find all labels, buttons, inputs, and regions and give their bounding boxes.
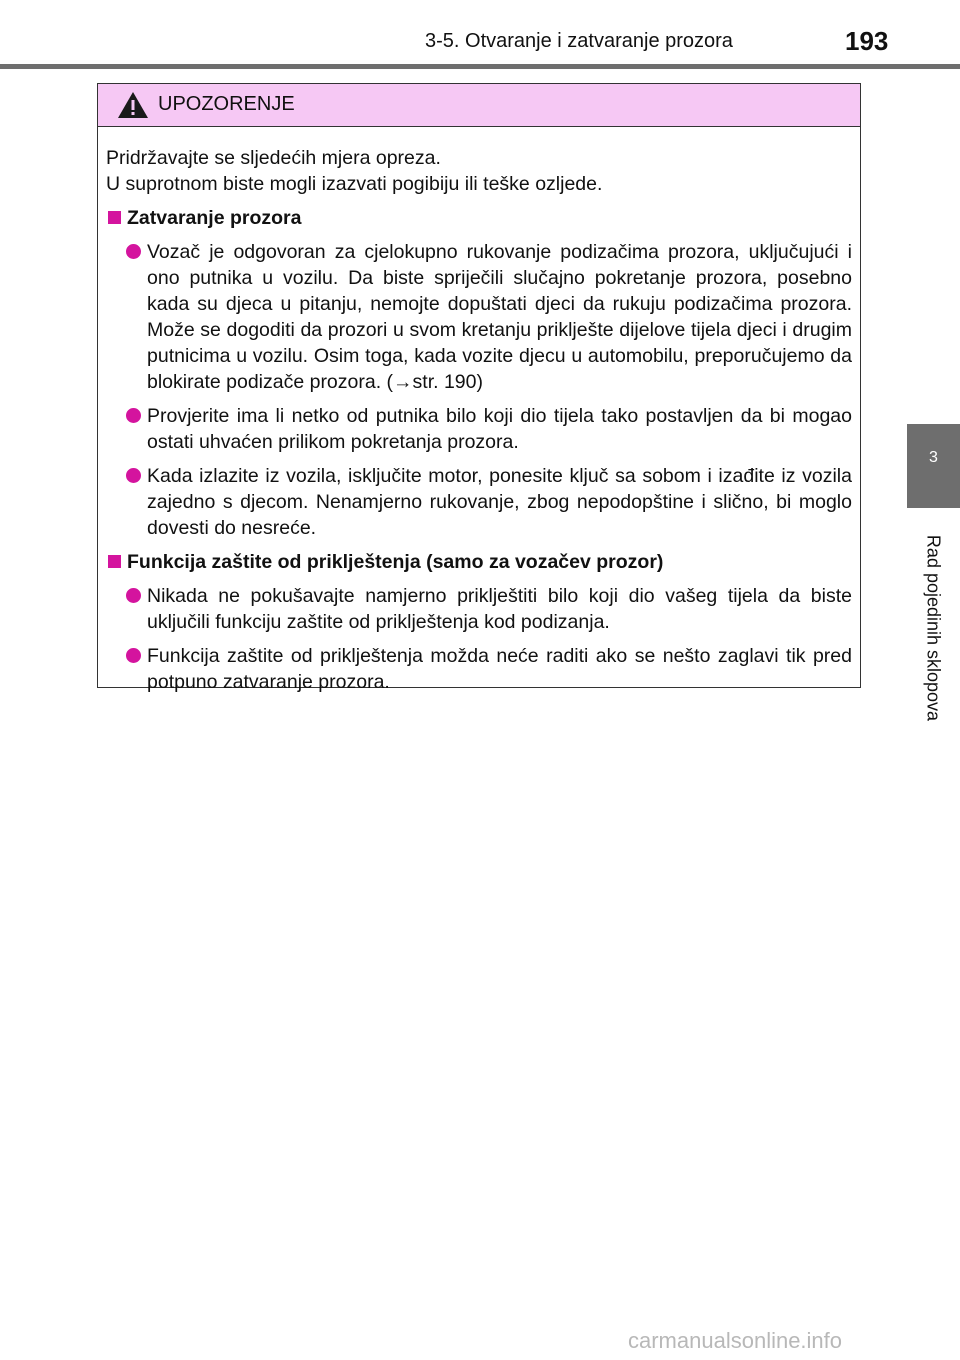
bullet-text: Provjerite ima li netko od putnika bilo koji dio tijela tako postavljen da bi mogao ostati uhvaćen prilikom pokretanja prozora. [147, 405, 852, 453]
intro-line: U suprotnom biste mogli izazvati pogibiju ili teške ozljede. [106, 173, 603, 195]
section-title: 3-5. Otvaranje i zatvaranje prozora [425, 30, 733, 52]
round-bullet-icon [126, 408, 141, 423]
section-heading-text: Zatvaranje prozora [127, 207, 302, 229]
page-number: 193 [845, 26, 889, 56]
chapter-title: Rad pojedinih sklopova [923, 534, 944, 722]
section-heading [106, 205, 852, 231]
bullet-item [106, 239, 852, 395]
intro-line: Pridržavajte se sljedećih mjera opreza. [106, 147, 441, 169]
bullet-text: Funkcija zaštite od priklještenja možda neće raditi ako se nešto zaglavi tik pred potpuno zatvaranje prozora. [147, 645, 852, 693]
warning-box [97, 83, 861, 693]
chapter-title-strip [907, 508, 960, 754]
round-bullet-icon [126, 588, 141, 603]
bullet-text: Kada izlazite iz vozila, isključite motor, ponesite ključ sa sobom i izađite iz vozila zajedno s djecom. Nenamjerno rukovanje, zbog nepodopštine i slično, bi moglo dovesti do nesreće. [147, 465, 852, 539]
round-bullet-icon [126, 244, 141, 259]
warning-intro [106, 145, 852, 197]
warning-body [98, 127, 860, 695]
chapter-number: 3 [929, 449, 938, 466]
bullet-item [106, 403, 852, 455]
bullet-item [106, 643, 852, 695]
bullet-item [106, 463, 852, 541]
square-bullet-icon [108, 211, 121, 224]
warning-header [98, 84, 860, 127]
warning-triangle-icon [116, 90, 150, 125]
round-bullet-icon [126, 648, 141, 663]
watermark: carmanualsonline.info [628, 1328, 843, 1353]
warning-section [106, 549, 852, 695]
bullet-item [106, 583, 852, 635]
chapter-tab [907, 424, 960, 508]
square-bullet-icon [108, 555, 121, 568]
warning-title: UPOZORENJE [158, 93, 295, 115]
header-divider [0, 64, 960, 69]
section-heading [106, 549, 852, 575]
bullet-text: Vozač je odgovoran za cjelokupno rukovanje podizačima prozora, uključujući i ono putnika u vozilu. Da biste spriječili slučajno pokretanje prozora, posebno kada su djeca u pitanju, nemojte dopuštati djeci da rukuju podizačima prozora. Može se dogoditi da prozori u svom kretanju priklješte dijelove tijela djeci i drugim putnicima u vozilu. Osim toga, kada vozite djecu u automobilu, preporučujemo da blokirate podizače prozora. (→str. 190) [147, 241, 852, 393]
bullet-text: Nikada ne pokušavajte namjerno priklještiti bilo koji dio vašeg tijela da biste uključili funkciju zaštite od priklještenja kod podizanja. [147, 585, 852, 633]
warning-section [106, 205, 852, 541]
section-heading-text: Funkcija zaštite od priklještenja (samo za vozačev prozor) [127, 551, 664, 573]
round-bullet-icon [126, 468, 141, 483]
